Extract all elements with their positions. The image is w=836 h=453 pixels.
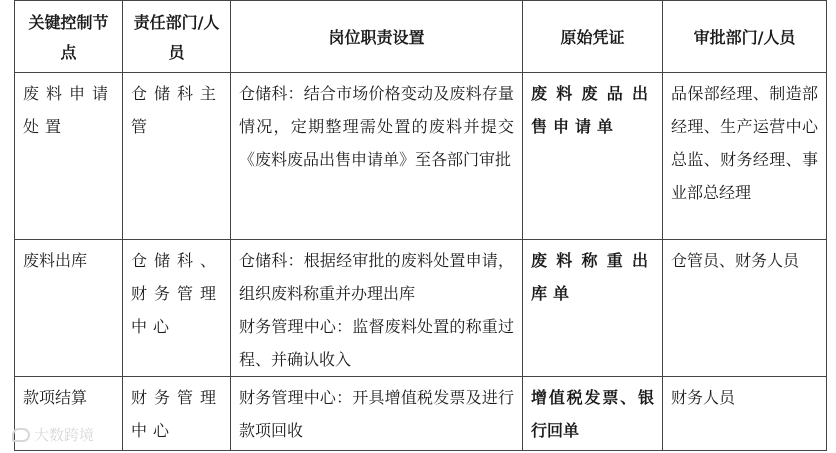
header-cell: 审批部门/人员	[663, 1, 827, 73]
voucher-cell: 废料称重出库单	[523, 240, 663, 377]
table-row	[15, 377, 827, 451]
voucher-cell: 废料废品出售申请单	[523, 73, 663, 240]
approver-cell: 品保部经理、制造部经理、生产运营中心总监、财务经理、事业部总经理	[663, 73, 827, 240]
duty-line: 财务管理中心：监督废料处置的称重过程、并确认收入	[239, 317, 514, 369]
dept-cell: 仓储科主管	[123, 73, 231, 240]
watermark	[12, 424, 94, 445]
watermark-text: 大数跨境	[34, 426, 95, 444]
control-table	[14, 0, 827, 451]
dept-cell: 财务管理中心	[123, 377, 231, 451]
approver-cell: 仓管员、财务人员	[663, 240, 827, 377]
header-cell: 原始凭证	[523, 1, 663, 73]
header-cell: 关键控制节点	[15, 1, 123, 73]
node-cell: 废料出库	[15, 240, 123, 377]
dept-cell: 仓储科、财务管理中心	[123, 240, 231, 377]
duty-cell	[231, 240, 523, 377]
approver-cell: 财务人员	[663, 377, 827, 451]
voucher-cell: 增值税发票、银行回单	[523, 377, 663, 451]
header-cell: 岗位职责设置	[231, 1, 523, 73]
table-row	[15, 73, 827, 240]
node-cell: 款项结算	[15, 377, 123, 451]
header-cell: 责任部门/人员	[123, 1, 231, 73]
table-header-row	[15, 1, 827, 73]
node-cell: 废料申请处置	[15, 73, 123, 240]
duty-cell: 仓储科：结合市场价格变动及废料存量情况，定期整理需处置的废料并提交《废料废品出售申请单》至各部门审批	[231, 73, 523, 240]
table-row	[15, 240, 827, 377]
duty-line: 仓储科：根据经审批的废料处置申请，组织废料称重并办理出库	[239, 251, 514, 303]
duty-cell: 财务管理中心：开具增值税发票及进行款项回收	[231, 377, 523, 451]
chat-bubble-icon	[12, 428, 30, 442]
